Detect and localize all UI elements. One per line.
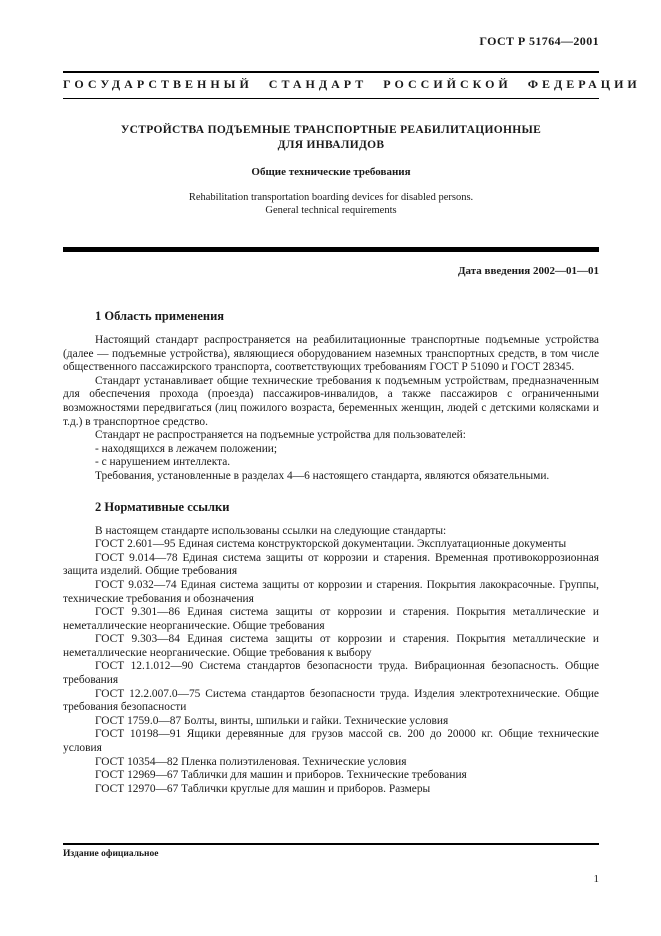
footer-rule bbox=[63, 843, 599, 845]
english-title-line-1: Rehabilitation transportation boarding devices for disabled persons. bbox=[188, 192, 474, 203]
separator-rule bbox=[63, 247, 599, 252]
standard-reference: ГОСТ 10198—91 Ящики деревянные для грузов массой св. 200 до 20000 кг. Общие технические условия bbox=[63, 728, 599, 755]
title-block bbox=[63, 123, 599, 217]
page-footer bbox=[63, 843, 599, 885]
list-item: - с нарушением интеллекта. bbox=[95, 456, 231, 469]
standard-reference: ГОСТ 12.2.007.0—75 Система стандартов безопасности труда. Изделия электротехнические. Общие требования безопасности bbox=[63, 687, 599, 714]
standard-reference: ГОСТ 12969—67 Таблички для машин и приборов. Технические требования bbox=[95, 769, 467, 782]
paragraph: Настоящий стандарт распространяется на реабилитационные транспортные подъемные устройства (далее — подъемные устройства), являющиеся оборудованием наземных транспортных средств, в том числе общественного пассажирского транспорта, соответствующих требованиям ГОСТ Р 51090 и ГОСТ 28345. bbox=[63, 334, 599, 374]
document-title bbox=[63, 123, 599, 153]
page-number: 1 bbox=[593, 873, 599, 885]
english-title-line-2: General technical requirements bbox=[265, 205, 397, 216]
page-content bbox=[63, 0, 641, 796]
title-line-2: ДЛЯ ИНВАЛИДОВ bbox=[277, 139, 385, 151]
official-edition-note: Издание официальное bbox=[63, 849, 159, 859]
section-1-heading: 1 Область применения bbox=[95, 309, 225, 323]
standard-reference: ГОСТ 10354—82 Пленка полиэтиленовая. Технические условия bbox=[95, 755, 407, 768]
title-line-1: УСТРОЙСТВА ПОДЪЕМНЫЕ ТРАНСПОРТНЫЕ РЕАБИЛИТАЦИОННЫЕ bbox=[120, 124, 542, 136]
standard-reference: ГОСТ 12970—67 Таблички круглые для машин и приборов. Размеры bbox=[95, 782, 431, 795]
standard-reference: ГОСТ 9.032—74 Единая система защиты от коррозии и старения. Покрытия лакокрасочные. Группы, технические требования и обозначения bbox=[63, 578, 599, 605]
standard-reference: ГОСТ 2.601—95 Единая система конструкторской документации. Эксплуатационные документы bbox=[95, 538, 567, 551]
paragraph: Стандарт не распространяется на подъемные устройства для пользователей: bbox=[95, 429, 466, 442]
english-title bbox=[63, 191, 599, 217]
standard-reference: ГОСТ 12.1.012—90 Система стандартов безопасности труда. Вибрационная безопасность. Общие требования bbox=[63, 660, 599, 687]
standard-reference: ГОСТ 9.014—78 Единая система защиты от коррозии и старения. Временная противокоррозионная защита изделий. Общие требования bbox=[63, 551, 599, 578]
federal-standard-title: ГОСУДАРСТВЕННЫЙ СТАНДАРТ РОССИЙСКОЙ ФЕДЕРАЦИИ bbox=[63, 77, 641, 91]
paragraph: В настоящем стандарте использованы ссылки на следующие стандарты: bbox=[95, 524, 447, 537]
standard-reference: ГОСТ 9.303—84 Единая система защиты от коррозии и старения. Покрытия металлические и неметаллические неорганические. Общие требования к выбору bbox=[63, 633, 599, 659]
document-subtitle: Общие технические требования bbox=[251, 166, 411, 178]
section-2-heading: 2 Нормативные ссылки bbox=[95, 499, 230, 514]
standard-reference: ГОСТ 9.301—86 Единая система защиты от коррозии и старения. Покрытия металлические и неметаллические неорганические. Общие требования bbox=[63, 606, 599, 632]
list-item: - находящихся в лежачем положении; bbox=[95, 442, 278, 455]
doc-number: ГОСТ Р 51764—2001 bbox=[479, 34, 599, 48]
effective-date: Дата введения 2002—01—01 bbox=[457, 265, 599, 277]
federal-standard-banner bbox=[63, 71, 641, 99]
paragraph: Стандарт устанавливает общие технические требования к подъемным устройствам, предназначенным для обеспечения прохода (проезда) пассажиров-инвалидов, а также пассажиров с ограниченными возможностями передвигаться (лиц пожилого возраста, беременных женщин, людей с детскими колясками и т.д.) в транспортное средство. bbox=[63, 374, 599, 428]
standard-reference: ГОСТ 1759.0—87 Болты, винты, шпильки и гайки. Технические условия bbox=[95, 714, 449, 727]
paragraph: Требования, установленные в разделах 4—6 настоящего стандарта, являются обязательными. bbox=[95, 469, 550, 482]
